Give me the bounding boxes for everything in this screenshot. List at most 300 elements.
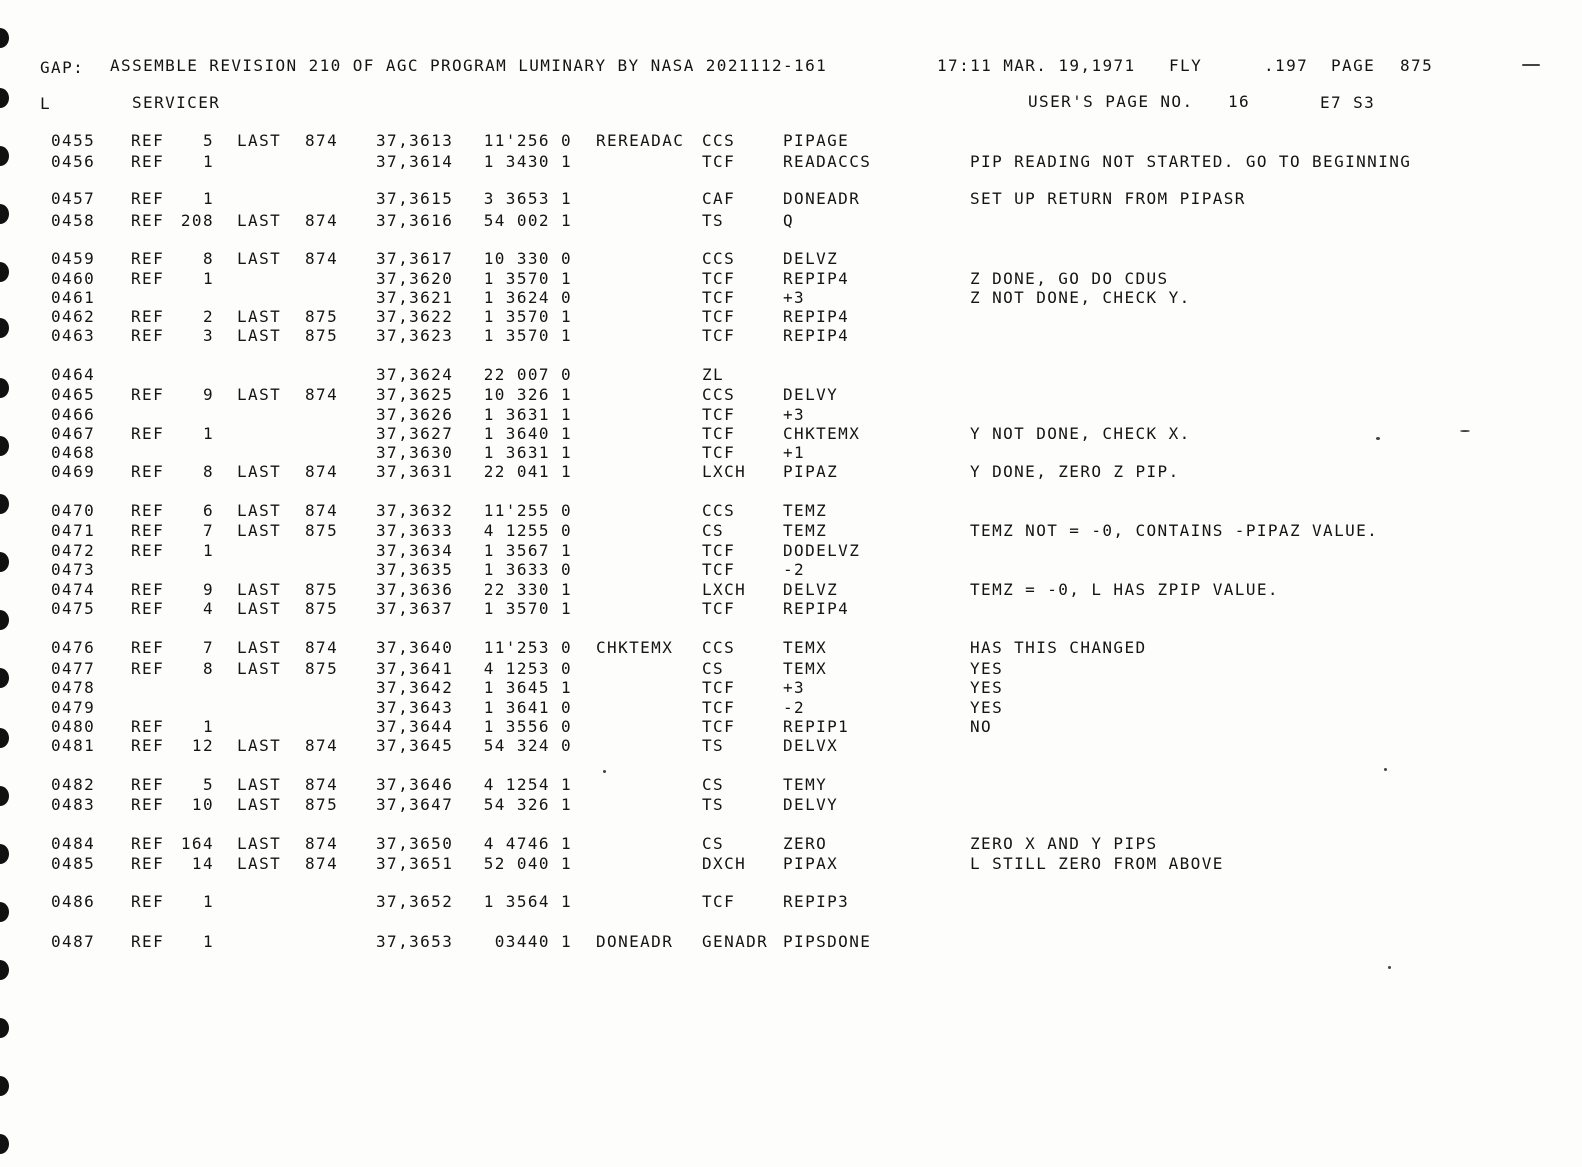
line-number: 0457 — [51, 189, 96, 208]
comment: SET UP RETURN FROM PIPASR — [970, 189, 1246, 208]
operand: TEMZ — [783, 501, 828, 520]
machine-code: 11'255 0 — [483, 501, 572, 520]
listing-row — [0, 288, 1582, 308]
listing-row — [0, 326, 1582, 346]
operand: DELVY — [783, 385, 839, 404]
operand: DONEADR — [783, 189, 861, 208]
last-page: 874 — [305, 638, 339, 657]
listing-row — [0, 638, 1582, 658]
operand: REPIP1 — [783, 717, 850, 736]
line-number: 0479 — [51, 698, 96, 717]
machine-code: 1 3641 0 — [483, 698, 572, 717]
comment: HAS THIS CHANGED — [970, 638, 1147, 657]
opcode: TS — [702, 736, 725, 755]
address: 37,3630 — [376, 443, 454, 462]
listing-row — [0, 698, 1582, 718]
line-number: 0462 — [51, 307, 96, 326]
ref-keyword: REF — [131, 501, 165, 520]
listing-row — [0, 599, 1582, 619]
last-page: 874 — [305, 854, 339, 873]
line-number: 0471 — [51, 521, 96, 540]
address: 37,3615 — [376, 189, 454, 208]
address: 37,3637 — [376, 599, 454, 618]
listing-row — [0, 892, 1582, 912]
ref-keyword: REF — [131, 307, 165, 326]
ref-count: 12 — [191, 736, 214, 755]
operand: DELVZ — [783, 249, 839, 268]
last-keyword: LAST — [237, 326, 282, 345]
line-number: 0472 — [51, 541, 96, 560]
opcode: TCF — [702, 892, 736, 911]
ref-keyword: REF — [131, 638, 165, 657]
ref-keyword: REF — [131, 424, 165, 443]
operand: +1 — [783, 443, 806, 462]
opcode: TCF — [702, 424, 736, 443]
machine-code: 10 326 1 — [483, 385, 572, 404]
last-keyword: LAST — [237, 659, 282, 678]
opcode: TCF — [702, 599, 736, 618]
punch-hole — [0, 28, 9, 48]
operand: PIPAZ — [783, 462, 839, 481]
machine-code: 1 3556 0 — [483, 717, 572, 736]
ref-count: 1 — [202, 717, 214, 736]
address: 37,3635 — [376, 560, 454, 579]
address: 37,3653 — [376, 932, 454, 951]
line-number: 0475 — [51, 599, 96, 618]
line-number: 0473 — [51, 560, 96, 579]
address: 37,3624 — [376, 365, 454, 384]
punch-hole — [0, 1018, 9, 1038]
opcode: TCF — [702, 443, 736, 462]
last-keyword: LAST — [237, 249, 282, 268]
opcode: TCF — [702, 288, 736, 307]
operand: ZERO — [783, 834, 828, 853]
punch-hole — [0, 88, 9, 108]
opcode: CCS — [702, 501, 736, 520]
ref-keyword: REF — [131, 326, 165, 345]
machine-code: 1 3631 1 — [483, 443, 572, 462]
address: 37,3651 — [376, 854, 454, 873]
line-number: 0455 — [51, 131, 96, 150]
address: 37,3627 — [376, 424, 454, 443]
listing-row — [0, 717, 1582, 737]
ref-count: 7 — [202, 521, 214, 540]
address: 37,3616 — [376, 211, 454, 230]
last-keyword: LAST — [237, 580, 282, 599]
comment: Y NOT DONE, CHECK X. — [970, 424, 1191, 443]
line-number: 0469 — [51, 462, 96, 481]
listing-row — [0, 152, 1582, 172]
label: CHKTEMX — [596, 638, 674, 657]
header-page-num: 875 — [1400, 56, 1434, 75]
address: 37,3645 — [376, 736, 454, 755]
opcode: TCF — [702, 717, 736, 736]
ref-count: 1 — [202, 269, 214, 288]
machine-code: 1 3624 0 — [483, 288, 572, 307]
comment: ZERO X AND Y PIPS — [970, 834, 1158, 853]
opcode: CS — [702, 659, 725, 678]
address: 37,3614 — [376, 152, 454, 171]
listing-row — [0, 405, 1582, 425]
address: 37,3632 — [376, 501, 454, 520]
ref-count: 4 — [202, 599, 214, 618]
ref-count: 1 — [202, 152, 214, 171]
ref-count: 8 — [202, 659, 214, 678]
ref-count: 9 — [202, 580, 214, 599]
ref-count: 14 — [191, 854, 214, 873]
address: 37,3626 — [376, 405, 454, 424]
listing-row — [0, 307, 1582, 327]
last-page: 875 — [305, 580, 339, 599]
line-number: 0484 — [51, 834, 96, 853]
listing-row — [0, 385, 1582, 405]
line-number: 0461 — [51, 288, 96, 307]
line-number: 0478 — [51, 678, 96, 697]
header-page-label: PAGE — [1331, 56, 1376, 75]
machine-code: 54 326 1 — [483, 795, 572, 814]
opcode: CAF — [702, 189, 736, 208]
line-number: 0464 — [51, 365, 96, 384]
opcode: TCF — [702, 698, 736, 717]
comment: PIP READING NOT STARTED. GO TO BEGINNING — [970, 152, 1412, 171]
line-number: 0463 — [51, 326, 96, 345]
opcode: CCS — [702, 131, 736, 150]
comment: YES — [970, 698, 1004, 717]
listing-row — [0, 131, 1582, 151]
subheader-code: E7 S3 — [1320, 93, 1376, 112]
machine-code: 1 3567 1 — [483, 541, 572, 560]
machine-code: 4 1253 0 — [483, 659, 572, 678]
operand: -2 — [783, 698, 806, 717]
listing-row — [0, 580, 1582, 600]
ref-count: 164 — [180, 834, 214, 853]
label: DONEADR — [596, 932, 674, 951]
machine-code: 10 330 0 — [483, 249, 572, 268]
line-number: 0458 — [51, 211, 96, 230]
machine-code: 1 3645 1 — [483, 678, 572, 697]
opcode: CS — [702, 775, 725, 794]
comment: Y DONE, ZERO Z PIP. — [970, 462, 1180, 481]
last-page: 874 — [305, 834, 339, 853]
last-keyword: LAST — [237, 736, 282, 755]
last-page: 875 — [305, 659, 339, 678]
operand: REPIP4 — [783, 326, 850, 345]
print-speck — [1384, 768, 1387, 771]
ref-count: 1 — [202, 892, 214, 911]
comment: YES — [970, 659, 1004, 678]
ref-keyword: REF — [131, 152, 165, 171]
last-page: 874 — [305, 775, 339, 794]
machine-code: 1 3564 1 — [483, 892, 572, 911]
print-speck — [603, 770, 606, 773]
opcode: TS — [702, 211, 725, 230]
ref-keyword: REF — [131, 736, 165, 755]
line-number: 0460 — [51, 269, 96, 288]
line-number: 0480 — [51, 717, 96, 736]
operand: PIPAX — [783, 854, 839, 873]
comment: Z NOT DONE, CHECK Y. — [970, 288, 1191, 307]
ref-keyword: REF — [131, 834, 165, 853]
last-keyword: LAST — [237, 775, 282, 794]
operand: TEMZ — [783, 521, 828, 540]
opcode: CS — [702, 834, 725, 853]
users-page-label: USER'S PAGE NO. — [1028, 92, 1194, 111]
operand: TEMY — [783, 775, 828, 794]
header-datetime: 17:11 MAR. 19,1971 — [937, 56, 1136, 75]
comment: L STILL ZERO FROM ABOVE — [970, 854, 1224, 873]
header-seq: .197 — [1264, 56, 1309, 75]
address: 37,3623 — [376, 326, 454, 345]
machine-code: 1 3631 1 — [483, 405, 572, 424]
listing-row — [0, 541, 1582, 561]
ref-keyword: REF — [131, 269, 165, 288]
operand: Q — [783, 211, 795, 230]
listing-row — [0, 521, 1582, 541]
line-number: 0487 — [51, 932, 96, 951]
opcode: TCF — [702, 405, 736, 424]
machine-code: 1 3570 1 — [483, 269, 572, 288]
operand: REPIP4 — [783, 599, 850, 618]
operand: PIPSDONE — [783, 932, 872, 951]
listing-row — [0, 854, 1582, 874]
listing-row — [0, 443, 1582, 463]
operand: TEMX — [783, 638, 828, 657]
machine-code: 4 4746 1 — [483, 834, 572, 853]
address: 37,3646 — [376, 775, 454, 794]
punch-hole — [0, 1076, 9, 1096]
opcode: TS — [702, 795, 725, 814]
operand: REPIP4 — [783, 269, 850, 288]
last-page: 874 — [305, 131, 339, 150]
ref-keyword: REF — [131, 131, 165, 150]
address: 37,3617 — [376, 249, 454, 268]
opcode: LXCH — [702, 462, 747, 481]
machine-code: 11'256 0 — [483, 131, 572, 150]
line-number: 0476 — [51, 638, 96, 657]
opcode: TCF — [702, 307, 736, 326]
ref-count: 1 — [202, 189, 214, 208]
listing-row — [0, 795, 1582, 815]
ref-count: 5 — [202, 131, 214, 150]
listing-row — [0, 560, 1582, 580]
machine-code: 1 3633 0 — [483, 560, 572, 579]
operand: -2 — [783, 560, 806, 579]
line-number: 0485 — [51, 854, 96, 873]
line-number: 0482 — [51, 775, 96, 794]
opcode: TCF — [702, 560, 736, 579]
opcode: CCS — [702, 249, 736, 268]
ref-count: 8 — [202, 249, 214, 268]
listing-row — [0, 659, 1582, 679]
line-number: 0477 — [51, 659, 96, 678]
ref-keyword: REF — [131, 521, 165, 540]
last-page: 875 — [305, 307, 339, 326]
line-number: 0481 — [51, 736, 96, 755]
ref-keyword: REF — [131, 775, 165, 794]
line-number: 0486 — [51, 892, 96, 911]
listing-row — [0, 775, 1582, 795]
listing-row — [0, 269, 1582, 289]
address: 37,3652 — [376, 892, 454, 911]
comment: TEMZ NOT = -0, CONTAINS -PIPAZ VALUE. — [970, 521, 1379, 540]
comment: Z DONE, GO DO CDUS — [970, 269, 1169, 288]
ref-count: 1 — [202, 424, 214, 443]
last-page: 874 — [305, 385, 339, 404]
ref-keyword: REF — [131, 189, 165, 208]
address: 37,3622 — [376, 307, 454, 326]
line-number: 0468 — [51, 443, 96, 462]
machine-code: 3 3653 1 — [483, 189, 572, 208]
listing-row — [0, 834, 1582, 854]
last-keyword: LAST — [237, 854, 282, 873]
last-keyword: LAST — [237, 834, 282, 853]
address: 37,3621 — [376, 288, 454, 307]
listing-row — [0, 249, 1582, 269]
opcode: TCF — [702, 152, 736, 171]
operand: +3 — [783, 288, 806, 307]
machine-code: 4 1255 0 — [483, 521, 572, 540]
last-keyword: LAST — [237, 385, 282, 404]
listing-row — [0, 189, 1582, 209]
operand: +3 — [783, 678, 806, 697]
comment: TEMZ = -0, L HAS ZPIP VALUE. — [970, 580, 1279, 599]
subheader-l: L — [40, 94, 52, 113]
punch-hole — [0, 960, 9, 980]
label: REREADAC — [596, 131, 685, 150]
comment: NO — [970, 717, 993, 736]
last-page: 874 — [305, 501, 339, 520]
last-keyword: LAST — [237, 462, 282, 481]
line-number: 0483 — [51, 795, 96, 814]
operand: REPIP3 — [783, 892, 850, 911]
address: 37,3633 — [376, 521, 454, 540]
address: 37,3644 — [376, 717, 454, 736]
machine-code: 1 3570 1 — [483, 307, 572, 326]
address: 37,3634 — [376, 541, 454, 560]
operand: DELVZ — [783, 580, 839, 599]
opcode: ZL — [702, 365, 725, 384]
line-number: 0456 — [51, 152, 96, 171]
ref-count: 1 — [202, 541, 214, 560]
machine-code: 4 1254 1 — [483, 775, 572, 794]
operand: +3 — [783, 405, 806, 424]
address: 37,3650 — [376, 834, 454, 853]
ref-keyword: REF — [131, 717, 165, 736]
listing-row — [0, 462, 1582, 482]
ref-keyword: REF — [131, 580, 165, 599]
ref-keyword: REF — [131, 932, 165, 951]
subheader-section: SERVICER — [132, 93, 221, 112]
users-page-num: 16 — [1228, 92, 1251, 111]
last-page: 874 — [305, 211, 339, 230]
ref-keyword: REF — [131, 385, 165, 404]
machine-code: 1 3430 1 — [483, 152, 572, 171]
address: 37,3625 — [376, 385, 454, 404]
print-speck — [1388, 966, 1391, 969]
opcode: CCS — [702, 385, 736, 404]
line-number: 0470 — [51, 501, 96, 520]
operand: REPIP4 — [783, 307, 850, 326]
opcode: TCF — [702, 326, 736, 345]
address: 37,3640 — [376, 638, 454, 657]
address: 37,3641 — [376, 659, 454, 678]
last-page: 875 — [305, 521, 339, 540]
last-keyword: LAST — [237, 795, 282, 814]
last-page: 875 — [305, 326, 339, 345]
machine-code: 22 041 1 — [483, 462, 572, 481]
listing-row — [0, 211, 1582, 231]
operand: DELVY — [783, 795, 839, 814]
last-keyword: LAST — [237, 501, 282, 520]
operand: DELVX — [783, 736, 839, 755]
listing-row — [0, 365, 1582, 385]
address: 37,3643 — [376, 698, 454, 717]
address: 37,3636 — [376, 580, 454, 599]
ref-keyword: REF — [131, 854, 165, 873]
opcode: TCF — [702, 541, 736, 560]
address: 37,3620 — [376, 269, 454, 288]
opcode: LXCH — [702, 580, 747, 599]
ref-keyword: REF — [131, 599, 165, 618]
comment: YES — [970, 678, 1004, 697]
last-keyword: LAST — [237, 638, 282, 657]
opcode: CS — [702, 521, 725, 540]
machine-code: 22 330 1 — [483, 580, 572, 599]
address: 37,3613 — [376, 131, 454, 150]
last-keyword: LAST — [237, 521, 282, 540]
operand: TEMX — [783, 659, 828, 678]
last-keyword: LAST — [237, 211, 282, 230]
header-gap: GAP: — [40, 58, 85, 77]
print-speck — [1522, 64, 1540, 66]
line-number: 0466 — [51, 405, 96, 424]
machine-code: 1 3570 1 — [483, 326, 572, 345]
ref-keyword: REF — [131, 462, 165, 481]
ref-keyword: REF — [131, 659, 165, 678]
header-mode: FLY — [1169, 56, 1203, 75]
ref-count: 1 — [202, 932, 214, 951]
address: 37,3631 — [376, 462, 454, 481]
ref-count: 3 — [202, 326, 214, 345]
listing-row — [0, 932, 1582, 952]
operand: DODELVZ — [783, 541, 861, 560]
opcode: GENADR — [702, 932, 769, 951]
line-number: 0465 — [51, 385, 96, 404]
ref-keyword: REF — [131, 249, 165, 268]
last-keyword: LAST — [237, 307, 282, 326]
last-keyword: LAST — [237, 599, 282, 618]
machine-code: 11'253 0 — [483, 638, 572, 657]
ref-count: 10 — [191, 795, 214, 814]
ref-keyword: REF — [131, 795, 165, 814]
ref-keyword: REF — [131, 541, 165, 560]
machine-code: 22 007 0 — [483, 365, 572, 384]
ref-count: 5 — [202, 775, 214, 794]
listing-row — [0, 501, 1582, 521]
last-page: 874 — [305, 249, 339, 268]
address: 37,3647 — [376, 795, 454, 814]
line-number: 0474 — [51, 580, 96, 599]
last-page: 875 — [305, 599, 339, 618]
machine-code: 03440 1 — [494, 932, 572, 951]
opcode: TCF — [702, 678, 736, 697]
machine-code: 52 040 1 — [483, 854, 572, 873]
ref-count: 8 — [202, 462, 214, 481]
listing-row — [0, 736, 1582, 756]
ref-count: 208 — [180, 211, 214, 230]
ref-keyword: REF — [131, 211, 165, 230]
last-page: 874 — [305, 462, 339, 481]
